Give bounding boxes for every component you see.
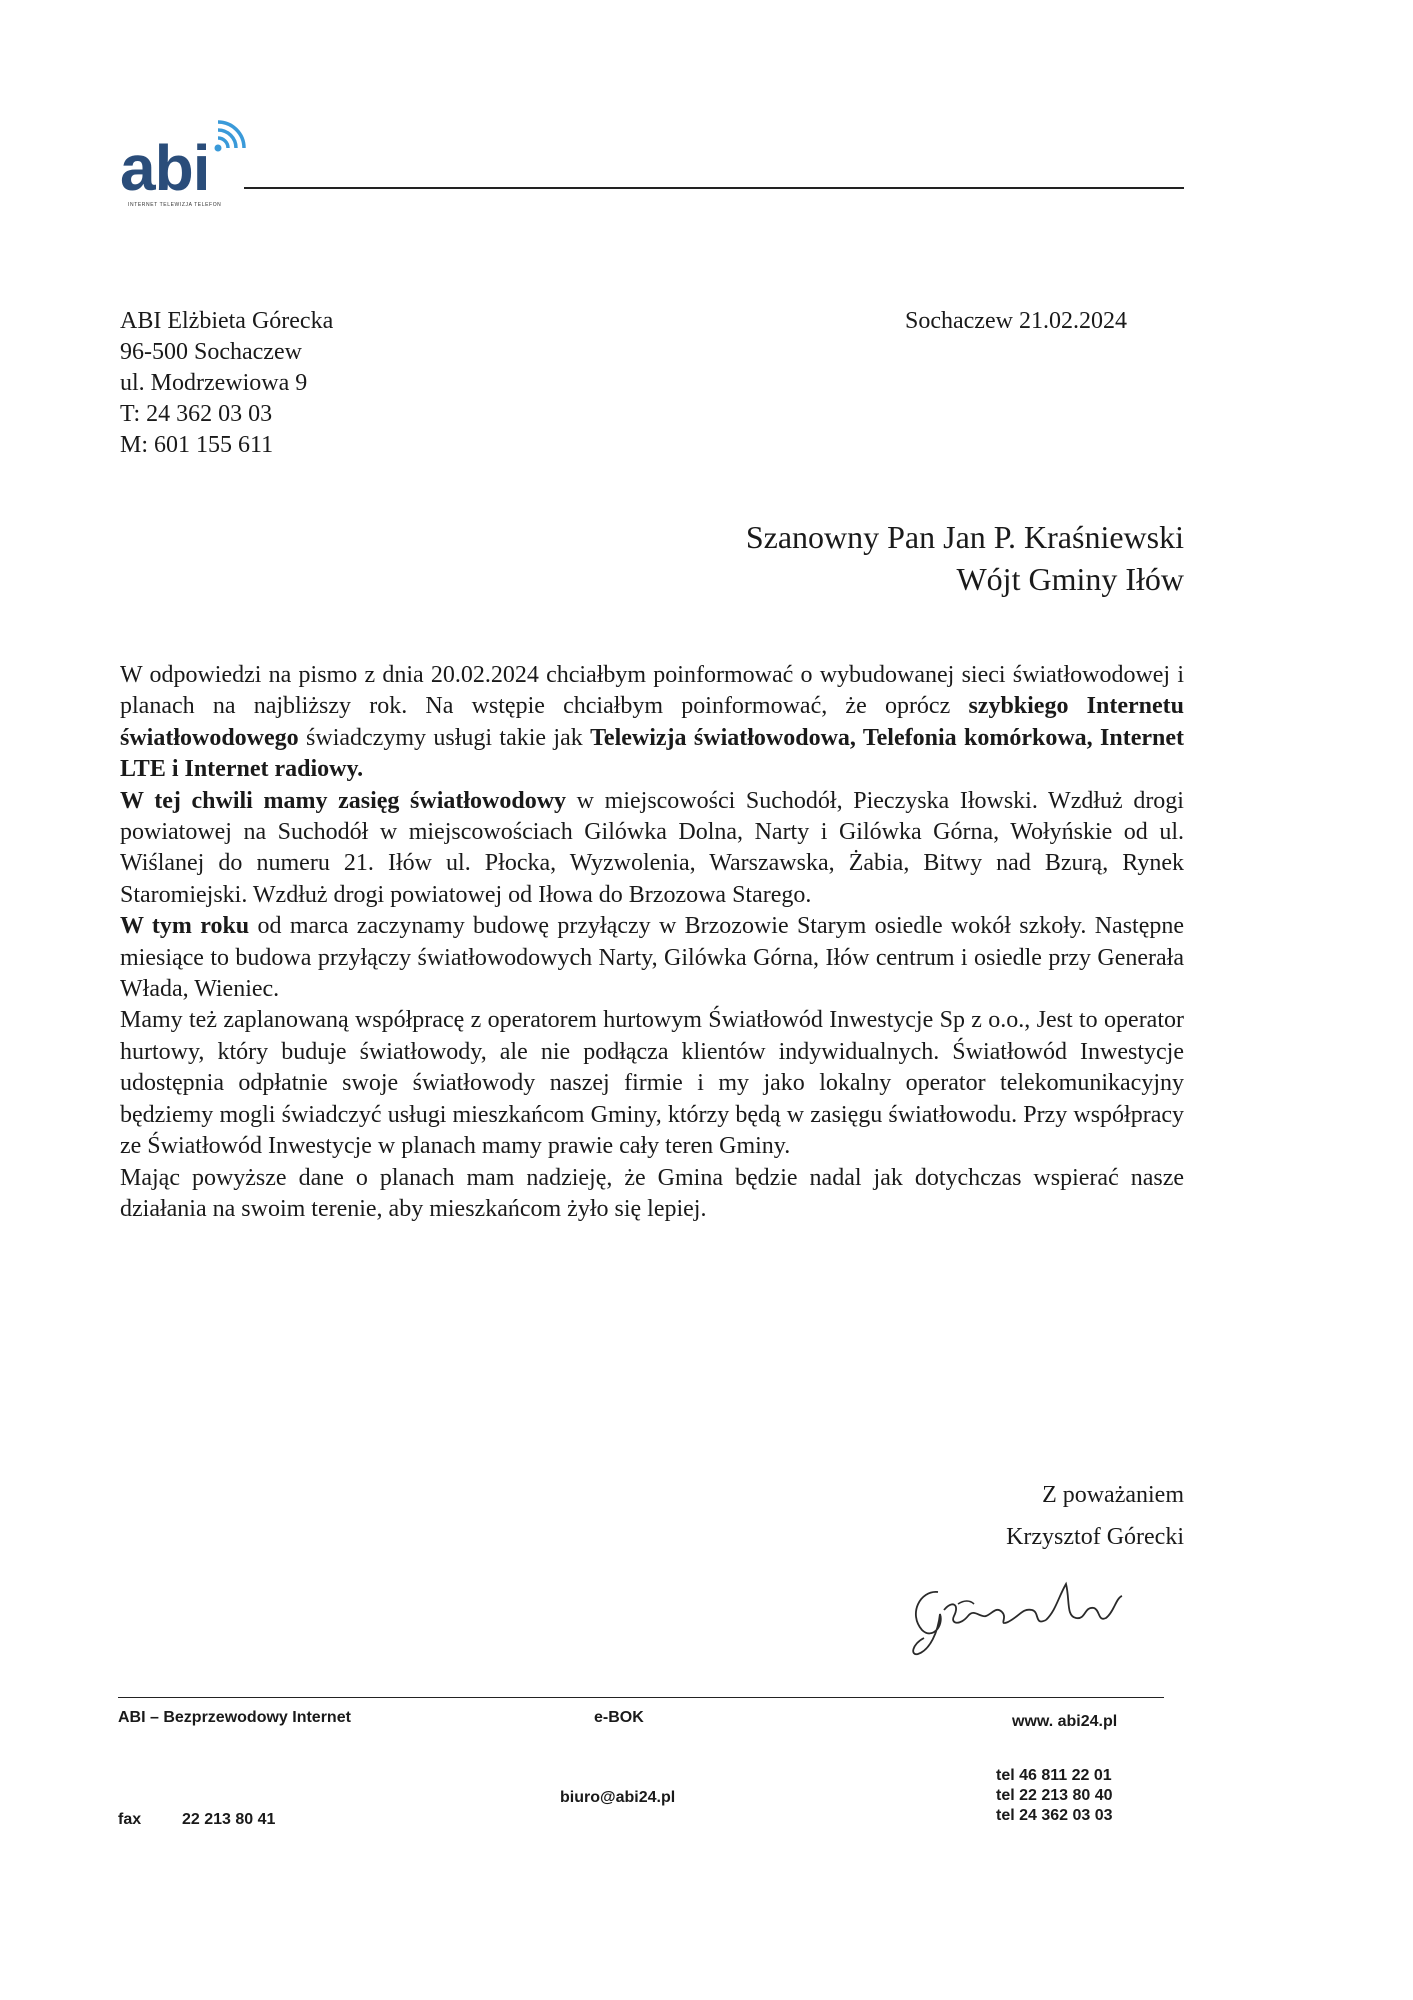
sender-line: 96-500 Sochaczew bbox=[120, 339, 302, 365]
body-paragraph bbox=[120, 1163, 1184, 1226]
letter-body bbox=[120, 660, 1184, 1225]
body-paragraph bbox=[120, 786, 1184, 912]
sender-line: T: 24 362 03 03 bbox=[120, 401, 273, 427]
wifi-signal-icon bbox=[212, 118, 254, 154]
logo-tagline: INTERNET TELEWIZJA TELEFON bbox=[128, 202, 222, 208]
body-paragraph bbox=[120, 911, 1184, 1005]
footer-phones bbox=[996, 1766, 1113, 1826]
sender-line: M: 601 155 611 bbox=[120, 432, 274, 458]
bold-text: W tej chwili mamy zasięg światłowodowy bbox=[120, 787, 567, 814]
header-divider bbox=[244, 187, 1184, 189]
fax-number: 22 213 80 41 bbox=[182, 1811, 276, 1828]
body-text: W odpowiedzi na pismo z dnia 20.02.2024 chciałbym poinformować o wybudowanej sieci światłowodowej i planach na najbliższy rok. Na wstępie chciałbym poinformować, że oprócz bbox=[120, 662, 1184, 720]
logo-wordmark: abi bbox=[120, 132, 210, 204]
phone-line: tel 24 362 03 03 bbox=[996, 1807, 1113, 1824]
fax-label: fax bbox=[118, 1811, 142, 1828]
handwritten-signature bbox=[900, 1570, 1160, 1660]
bold-text: szybkiego Internetu światłowodowego bbox=[120, 693, 1184, 751]
closing-salutation: Z poważaniem bbox=[1042, 1482, 1184, 1508]
footer-email: biuro@abi24.pl bbox=[560, 1789, 676, 1806]
body-paragraph bbox=[120, 660, 1184, 786]
closing-block bbox=[1006, 1474, 1184, 1558]
body-paragraph bbox=[120, 1005, 1184, 1162]
sender-line: ABI Elżbieta Górecka bbox=[120, 308, 334, 334]
bold-text: Telewizja światłowodowa, Telefonia komórkowa, Internet LTE i Internet radiowy. bbox=[120, 724, 1185, 783]
recipient-title: Wójt Gminy Iłów bbox=[956, 561, 1184, 597]
footer-ebok: e-BOK bbox=[594, 1709, 644, 1726]
bold-text: W tym roku bbox=[120, 913, 250, 940]
recipient-block bbox=[746, 516, 1184, 600]
recipient-name: Szanowny Pan Jan P. Kraśniewski bbox=[745, 519, 1184, 555]
footer-divider bbox=[118, 1697, 1164, 1698]
body-text: od marca zaczynamy budowę przyłączy w Brzozowie Starym osiedle wokół szkoły. Następne miesiące to budowa przyłączy światłowodowych Narty, Gilówka Górna, Iłów centrum i osiedle przy Generała Włada, Wieniec. bbox=[120, 913, 1185, 1003]
body-text: świadczymy usługi takie jak bbox=[298, 724, 591, 751]
body-text: Mając powyższe dane o planach mam nadzieję, że Gmina będzie nadal jak dotychczas wspierać nasze działania na swoim terenie, aby mieszkańcom żyło się lepiej. bbox=[120, 1164, 1184, 1222]
footer-website: www. abi24.pl bbox=[1012, 1713, 1118, 1730]
body-text: Mamy też zaplanowaną współpracę z operatorem hurtowym Światłowód Inwestycje Sp z o.o., Jest to operator hurtowy, który buduje światłowody, ale nie podłącza klientów indywidualnych. Światłowód Inwestycje udostępnia odpłatnie swoje światłowody naszej firmie i my jako lokalny operator telekomunikacyjny będziemy mogli świadczyć usługi mieszkańcom Gminy, którzy będą w zasięgu światłowodu. Przy współpracy ze Światłowód Inwestycje w planach mamy prawie cały teren Gminy. bbox=[120, 1007, 1184, 1160]
footer-company: ABI – Bezprzewodowy Internet bbox=[118, 1709, 351, 1726]
phone-line: tel 46 811 22 01 bbox=[996, 1767, 1112, 1784]
phone-line: tel 22 213 80 40 bbox=[996, 1787, 1113, 1804]
body-text: w miejscowości Suchodół, Pieczyska Iłowski. Wzdłuż drogi powiatowej na Suchodół w miejscowościach Gilówka Dolna, Narty i Gilówka Górna, Wołyńskie od ul. Wiślanej do numeru 21. Iłów ul. Płocka, Wyzwolenia, Warszawska, Żabia, Bitwy nad Bzurą, Rynek Staromiejski. Wzdłuż drogi powiatowej od Iłowa do Brzozowa Starego. bbox=[120, 787, 1184, 908]
sender-line: ul. Modrzewiowa 9 bbox=[120, 370, 308, 396]
letter-date: Sochaczew 21.02.2024 bbox=[905, 308, 1127, 334]
sender-address bbox=[120, 306, 333, 461]
signatory-name: Krzysztof Górecki bbox=[1006, 1524, 1184, 1550]
footer-fax bbox=[118, 1810, 275, 1830]
company-logo bbox=[120, 118, 250, 210]
